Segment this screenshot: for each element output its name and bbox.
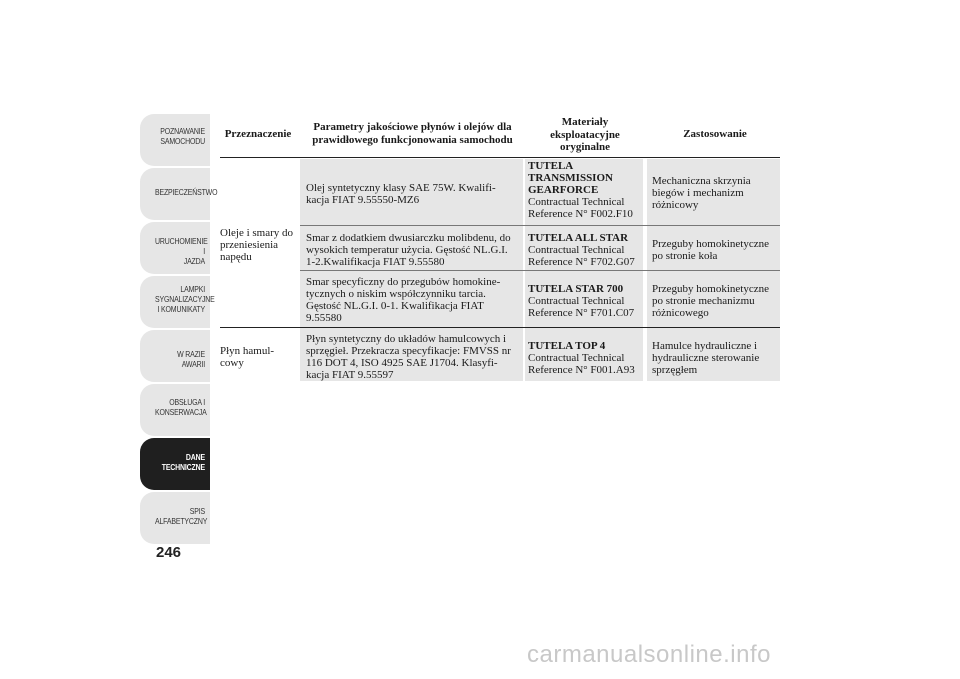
row-2-params: Smar z dodatkiem dwusiarczku molibdenu, do wysokich temperatur użycia. Gęstość NL.G.I. 1-2.Kwalifikacja FIAT 9.55580: [306, 232, 511, 268]
row-4-material-ref: Contractual Technical Reference N° F001.A93: [528, 352, 635, 376]
row-1-params: Olej syntetyczny klasy SAE 75W. Kwalifi-kacja FIAT 9.55550-MZ6: [306, 182, 496, 206]
row-separator: [300, 270, 780, 271]
header-params: Parametry jakościowe płynów i olejów dla prawidłowego funkcjonowania samochodu: [312, 121, 513, 146]
header-rule: [220, 157, 780, 158]
row-separator: [300, 225, 780, 226]
sidebar-tab-label: URUCHOMIENIE I JAZDA: [154, 236, 208, 266]
sidebar-tab-label: POZNAWANIE SAMOCHODU: [160, 126, 205, 146]
row-3-application: Przeguby homokinetyczne po stronie mechanizmu różnicowego: [652, 283, 769, 319]
sidebar-tab-dane-techniczne[interactable]: [140, 438, 210, 490]
sidebar-tab-bezpieczenstwo[interactable]: [140, 168, 218, 220]
row-2-material: [528, 232, 644, 268]
sidebar-tab-poznawanie[interactable]: [140, 114, 210, 166]
watermark: carmanualsonline.info: [527, 641, 771, 668]
row-4-application: Hamulce hydrauliczne i hydrauliczne sterowanie sprzęgłem: [652, 340, 760, 376]
sidebar-tab-spis[interactable]: [140, 492, 210, 544]
row-2-application: Przeguby homokinetyczne po stronie koła: [652, 238, 769, 262]
sidebar-tab-label: DANE TECHNICZNE: [161, 452, 205, 472]
row-1-application: Mechaniczna skrzynia biegów i mechanizm różnicowy: [652, 175, 751, 211]
row-3-material-ref: Contractual Technical Reference N° F701.C07: [528, 295, 635, 319]
header-purpose: Przeznaczenie: [224, 128, 292, 140]
page-number: 246: [156, 544, 182, 561]
header-application: Zastosowanie: [683, 128, 747, 140]
sidebar-tab-obsluga[interactable]: [140, 384, 210, 436]
sidebar-tab-label: LAMPKI SYGNALIZACYJNE I KOMUNIKATY: [154, 284, 215, 314]
row-2-material-ref: Contractual Technical Reference N° F702.G07: [528, 244, 635, 268]
row-1-material-name: TUTELA TRANSMISSION GEARFORCE: [528, 160, 613, 196]
row-1-material: [528, 160, 644, 220]
sidebar-tab-label: OBSŁUGA I KONSERWACJA: [154, 397, 207, 417]
group-oils-label: Oleje i smary do przeniesienia napędu: [220, 227, 294, 263]
sidebar-tab-awarie[interactable]: [140, 330, 210, 382]
group-separator: [220, 327, 780, 328]
row-3-params: Smar specyficzny do przegubów homokine-tycznych o niskim współczynniku tarcia. Gęstość NL.G.I. 0-1. Kwalifikacja FIAT 9.55580: [306, 276, 501, 324]
header-materials: Materiały eksploatacyjne oryginalne: [550, 116, 620, 153]
group-brake-label: Płyn hamul-cowy: [220, 345, 275, 369]
sidebar-tab-uruchomienie[interactable]: [140, 222, 210, 274]
sidebar-tab-label: BEZPIECZEŃSTWO: [154, 187, 218, 197]
sidebar-tab-lampki[interactable]: [140, 276, 215, 328]
row-2-material-name: TUTELA ALL STAR: [528, 232, 629, 244]
row-3-material-name: TUTELA STAR 700: [528, 283, 624, 295]
row-1-material-ref: Contractual Technical Reference N° F002.F10: [528, 196, 633, 220]
row-3-material: [528, 283, 644, 319]
sidebar-tab-label: W RAZIE AWARII: [177, 349, 205, 369]
sidebar-tab-label: SPIS ALFABETYCZNY: [154, 506, 208, 526]
row-4-params: Płyn syntetyczny do układów hamulcowych i sprzęgieł. Przekracza specyfikacje: FMVSS nr 116 DOT 4, ISO 4925 SAE J1704. Klasyfi-kacja FIAT 9.55597: [306, 333, 511, 381]
row-4-material-name: TUTELA TOP 4: [528, 340, 606, 352]
row-4-material: [528, 340, 644, 376]
